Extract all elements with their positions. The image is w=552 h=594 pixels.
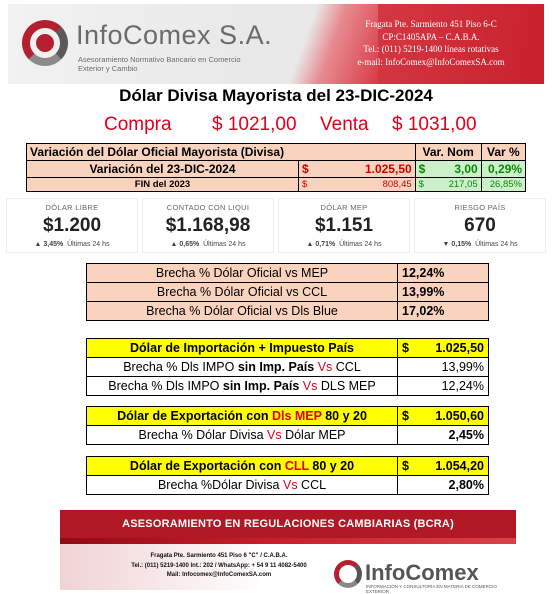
compra-value: $ 1021,00 — [212, 114, 297, 135]
exportacion-mep-row — [87, 426, 489, 445]
exportacion-ccl-amount: 1.054,20 — [435, 459, 484, 473]
text-d: DLS MEP — [320, 379, 376, 393]
title-b: Dls MEP — [271, 409, 322, 423]
card-dolar-libre[interactable] — [6, 198, 138, 253]
arrow-up-icon: ▲ — [34, 241, 42, 248]
variation-header-pct: Var % — [481, 144, 525, 161]
variation-row-today — [27, 161, 526, 178]
card-dolar-mep[interactable] — [278, 198, 410, 253]
variation-header-nom: Var. Nom — [415, 144, 481, 161]
header-banner — [8, 4, 544, 84]
exportacion-mep-amount: 1.050,60 — [435, 409, 484, 423]
page-title — [0, 86, 552, 106]
variation-header-label: Variación del Dólar Oficial Mayorista (Divisa) — [27, 144, 416, 161]
variation-fin-nom-amount: 217,05 — [448, 179, 478, 190]
footer-logo-subtitle: INFORMACIÓN Y CONSULTORÍA EN MATERIA DE COMERCIO EXTERIOR — [366, 584, 497, 594]
card-label: DÓLAR LIBRE — [45, 203, 99, 212]
header-email[interactable]: e-mail: InfoComex@InfoComexSA.com — [357, 56, 505, 67]
brecha-row-mep — [87, 264, 489, 283]
text-vs: Vs — [299, 379, 321, 393]
footer-email[interactable]: Mail: Infocomex@InfoComexSA.com — [166, 572, 272, 578]
card-change-pct: 0,65% — [179, 241, 200, 248]
exportacion-ccl-table — [86, 456, 489, 495]
arrow-down-icon: ▼ — [442, 241, 450, 248]
variation-fin-amount: 808,45 — [382, 179, 412, 190]
exportacion-mep-value — [398, 407, 489, 426]
importacion-currency: $ — [402, 341, 409, 355]
title-c: 80 y 20 — [308, 459, 355, 473]
exportacion-ccl-currency: $ — [402, 459, 409, 473]
card-value: 670 — [464, 215, 496, 236]
card-period: Últimas 24 hs — [67, 241, 110, 248]
exportacion-ccl-row-label — [87, 476, 398, 495]
card-period: Últimas 24 hs — [475, 241, 518, 248]
infocomex-logo-icon — [334, 560, 362, 588]
logo-name: InfoComex S.A. — [76, 20, 273, 50]
text-b: sin Imp. País — [237, 360, 315, 374]
importacion-value — [398, 339, 489, 358]
variation-fin-currency: $ — [302, 179, 308, 190]
card-label: DÓLAR MEP — [320, 203, 368, 212]
text-vs: Vs — [314, 360, 336, 374]
text-a: Brecha %Dólar Divisa — [157, 478, 283, 492]
logo-subtitle: Asesoramiento Normativo Bancario en Comercio Exterior y Cambio — [78, 55, 241, 73]
importacion-header-row — [87, 339, 489, 358]
infocomex-logo-icon — [22, 20, 68, 66]
importacion-row-ccl — [87, 358, 489, 377]
text-d: CCL — [335, 360, 361, 374]
card-change-pct: 3,45% — [43, 241, 64, 248]
variation-fin-label: FIN del 2023 — [27, 178, 299, 192]
arrow-up-icon: ▲ — [170, 241, 178, 248]
text-a: Brecha % Dls IMPO — [108, 379, 223, 393]
text-a: Brecha % Dls IMPO — [123, 360, 238, 374]
card-change — [415, 241, 545, 248]
brecha-oficial-table — [86, 263, 489, 321]
brecha-value: 12,24% — [398, 264, 489, 283]
card-riesgo-pais[interactable] — [414, 198, 546, 253]
variation-fin-nom-currency: $ — [418, 179, 424, 190]
brecha-label: Brecha % Dólar Oficial vs MEP — [87, 264, 398, 283]
variation-fin-pct: 26,85% — [481, 178, 525, 192]
footer-logo-name: InfoComex — [365, 560, 479, 585]
importacion-row-label — [87, 358, 398, 377]
footer-phone: Tel.: (011) 5219-1400 Int.: 202 / WhatsApp: + 54 9 11 4082-5400 — [131, 562, 307, 569]
card-change — [143, 241, 273, 248]
card-contado-con-liqui[interactable] — [142, 198, 274, 253]
brecha-row-blue — [87, 302, 489, 321]
exportacion-ccl-row — [87, 476, 489, 495]
importacion-table — [86, 338, 489, 396]
exportacion-mep-header-row — [87, 407, 489, 426]
venta-label: Venta — [320, 114, 369, 135]
title-rest: Divisa Mayorista del 23-DIC-2024 — [167, 86, 433, 105]
card-change-pct: 0,71% — [315, 241, 336, 248]
text-a: Brecha % Dólar Divisa — [138, 428, 267, 442]
variation-today-nom-amount: 3,00 — [454, 162, 478, 176]
compra-label: Compra — [104, 114, 172, 135]
brecha-value: 17,02% — [398, 302, 489, 321]
exportacion-ccl-title — [87, 457, 398, 476]
card-change-pct: 0,15% — [451, 241, 472, 248]
title-c: 80 y 20 — [321, 409, 367, 423]
exportacion-mep-row-value: 2,45% — [398, 426, 489, 445]
exportacion-mep-table — [86, 406, 489, 445]
card-change — [279, 241, 409, 248]
variation-fin-nom — [415, 178, 481, 192]
arrow-up-icon: ▲ — [306, 241, 314, 248]
exportacion-ccl-row-value: 2,80% — [398, 476, 489, 495]
importacion-row-value: 12,24% — [398, 377, 489, 396]
text-b: sin Imp. País — [222, 379, 300, 393]
importacion-title: Dólar de Importación + Impuesto País — [87, 339, 398, 358]
card-label: CONTADO CON LIQUI — [166, 203, 250, 212]
title-b: CLL — [284, 459, 309, 473]
card-value: $1.168,98 — [165, 215, 251, 236]
variation-row-fin2023 — [27, 178, 526, 192]
variation-today-value — [299, 161, 416, 178]
variation-fin-value — [299, 178, 416, 192]
text-vs: Vs — [267, 428, 282, 442]
exportacion-ccl-value — [398, 457, 489, 476]
brecha-label: Brecha % Dólar Oficial vs CCL — [87, 283, 398, 302]
card-label: RIESGO PAÍS — [454, 203, 506, 212]
brecha-label: Brecha % Dólar Oficial vs Dls Blue — [87, 302, 398, 321]
card-period: Últimas 24 hs — [203, 241, 246, 248]
variation-header-row — [27, 144, 526, 161]
footer-banner — [60, 510, 516, 594]
card-value: $1.151 — [314, 215, 374, 236]
exportacion-ccl-header-row — [87, 457, 489, 476]
variation-table — [26, 143, 526, 192]
variation-today-label: Variación del 23-DIC-2024 — [27, 161, 299, 178]
footer-tagline: ASESORAMIENTO EN REGULACIONES CAMBIARIAS (BCRA) — [122, 518, 454, 530]
header-phone: Tel.: (011) 5219-1400 líneas rotativas — [363, 44, 499, 54]
brecha-row-ccl — [87, 283, 489, 302]
brecha-value: 13,99% — [398, 283, 489, 302]
card-change — [7, 241, 137, 248]
header-address: Fragata Pte. Sarmiento 451 Piso 6-C — [365, 19, 497, 29]
text-b: Dólar MEP — [281, 428, 346, 442]
variation-today-pct: 0,29% — [481, 161, 525, 178]
importacion-row-mep — [87, 377, 489, 396]
market-cards — [4, 198, 548, 253]
card-period: Últimas 24 hs — [339, 241, 382, 248]
title-a: Dólar de Exportación con — [117, 409, 272, 423]
variation-today-amount: 1.025,50 — [364, 162, 412, 176]
importacion-amount: 1.025,50 — [435, 341, 484, 355]
exportacion-mep-title — [87, 407, 398, 426]
importacion-row-value: 13,99% — [398, 358, 489, 377]
importacion-row-label — [87, 377, 398, 396]
venta-value: $ 1031,00 — [392, 114, 477, 135]
title-a: Dólar de Exportación con — [129, 459, 285, 473]
footer-contact — [114, 552, 324, 581]
footer-address: Fragata Pte. Sarmiento 451 Piso 6 "C" / C.A.B.A. — [150, 553, 288, 559]
variation-today-nom — [415, 161, 481, 178]
text-vs: Vs — [282, 478, 298, 492]
exportacion-mep-row-label — [87, 426, 398, 445]
header-contact — [328, 18, 534, 68]
exportacion-mep-currency: $ — [402, 409, 409, 423]
card-value: $1.200 — [42, 215, 102, 236]
header-postal: CP:C1405APA – C.A.B.A. — [382, 31, 480, 42]
text-b: CCL — [297, 478, 327, 492]
variation-today-currency: $ — [302, 162, 309, 176]
title-bold: Dólar — [119, 86, 163, 105]
variation-today-nom-currency: $ — [418, 162, 426, 176]
